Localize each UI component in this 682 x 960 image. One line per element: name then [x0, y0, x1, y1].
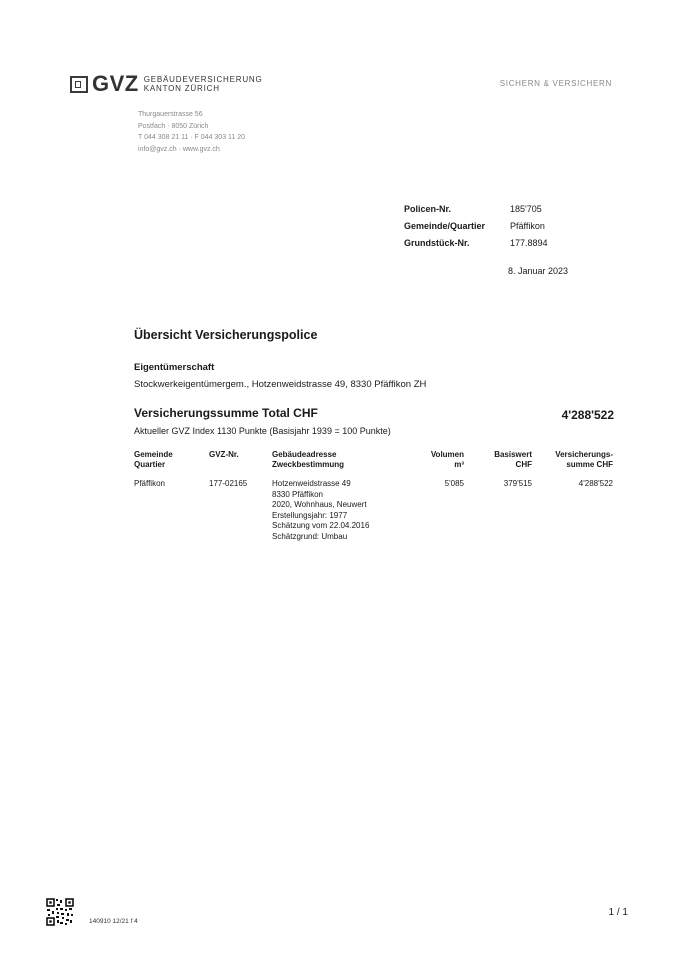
row-base-value: 379'515	[503, 479, 532, 488]
policy-number-value: 185'705	[510, 204, 542, 214]
row-address-line: Erstellungsjahr: 1977	[272, 510, 348, 520]
address-phone: T 044 308 21 11 · F 044 303 11 20	[138, 134, 246, 141]
row-address-line: Hotzenweidstrasse 49	[272, 479, 351, 488]
header-volume-line-1: Volumen	[430, 450, 464, 459]
row-volume: 5'085	[444, 479, 464, 488]
header-municipality-line-2: Quartier	[134, 460, 166, 469]
owner-heading: Eigentümerschaft	[134, 362, 215, 373]
total-sum-label: Versicherungssumme Total CHF	[134, 406, 318, 420]
municipality-label: Gemeinde/Quartier	[404, 221, 486, 231]
header-gvz-nr	[209, 450, 239, 460]
header-municipality	[134, 450, 173, 470]
row-address-line: 8330 Pfäffikon	[272, 489, 324, 499]
row-address-line: Schätzgrund: Umbau	[272, 531, 348, 541]
policy-number-label: Policen-Nr.	[404, 204, 452, 214]
footer-form-code: 140910 12/21 f 4	[89, 918, 138, 925]
address-street: Thurgauerstrasse 56	[138, 111, 203, 118]
organization-line-2: KANTON ZÜRICH	[143, 84, 220, 93]
gvz-logo-mark-icon	[70, 76, 88, 93]
header-address-line-2: Zweckbestimmung	[272, 460, 345, 469]
logo-wordmark: GVZ	[92, 71, 139, 96]
total-sum-value: 4'288'522	[561, 408, 614, 422]
header-insured-sum	[555, 450, 613, 470]
header-volume-line-2: m³	[454, 460, 464, 469]
row-address-line: Schätzung vom 22.04.2016	[272, 521, 370, 530]
header-insured-sum-line-2: summe CHF	[566, 460, 613, 469]
municipality-value: Pfäffikon	[510, 221, 545, 231]
page-number: 1 / 1	[608, 907, 628, 918]
organization-name	[144, 75, 263, 94]
row-address	[272, 479, 369, 542]
sender-address	[138, 109, 245, 155]
organization-line-1: GEBÄUDEVERSICHERUNG	[143, 74, 263, 84]
row-gvz-nr: 177-02165	[209, 479, 248, 488]
document-title: Übersicht Versicherungspolice	[134, 328, 318, 342]
policy-meta	[404, 201, 548, 252]
index-note: Aktueller GVZ Index 1130 Punkte (Basisjahr 1939 = 100 Punkte)	[134, 426, 391, 436]
policy-number-row	[404, 201, 548, 218]
header-address	[272, 450, 344, 470]
municipality-row	[404, 218, 548, 235]
owner-value: Stockwerkeigentümergem., Hotzenweidstrasse 49, 8330 Pfäffikon ZH	[134, 379, 427, 390]
row-municipality: Pfäffikon	[134, 479, 165, 488]
header-municipality-line-1: Gemeinde	[134, 450, 173, 459]
header-base-value	[494, 450, 532, 470]
gvz-logo	[70, 71, 263, 96]
header-address-line-1: Gebäudeadresse	[272, 450, 337, 459]
header-volume	[431, 450, 464, 470]
header-base-value-line-2: CHF	[515, 460, 532, 469]
header-base-value-line-1: Basiswert	[494, 450, 532, 459]
parcel-row	[404, 235, 548, 252]
row-insured-sum: 4'288'522	[578, 479, 613, 488]
parcel-value: 177.8894	[510, 238, 548, 248]
tagline: SICHERN & VERSICHERN	[499, 79, 612, 88]
address-web: info@gvz.ch · www.gvz.ch	[138, 145, 220, 153]
address-city: Postfach · 8050 Zürich	[138, 122, 209, 130]
header-gvz-nr-line-1: GVZ-Nr.	[209, 450, 239, 459]
row-address-line: 2020, Wohnhaus, Neuwert	[272, 500, 367, 509]
header-insured-sum-line-1: Versicherungs-	[555, 450, 613, 459]
qr-code-icon	[46, 898, 74, 926]
parcel-label: Grundstück-Nr.	[404, 238, 470, 248]
document-date: 8. Januar 2023	[508, 266, 569, 276]
